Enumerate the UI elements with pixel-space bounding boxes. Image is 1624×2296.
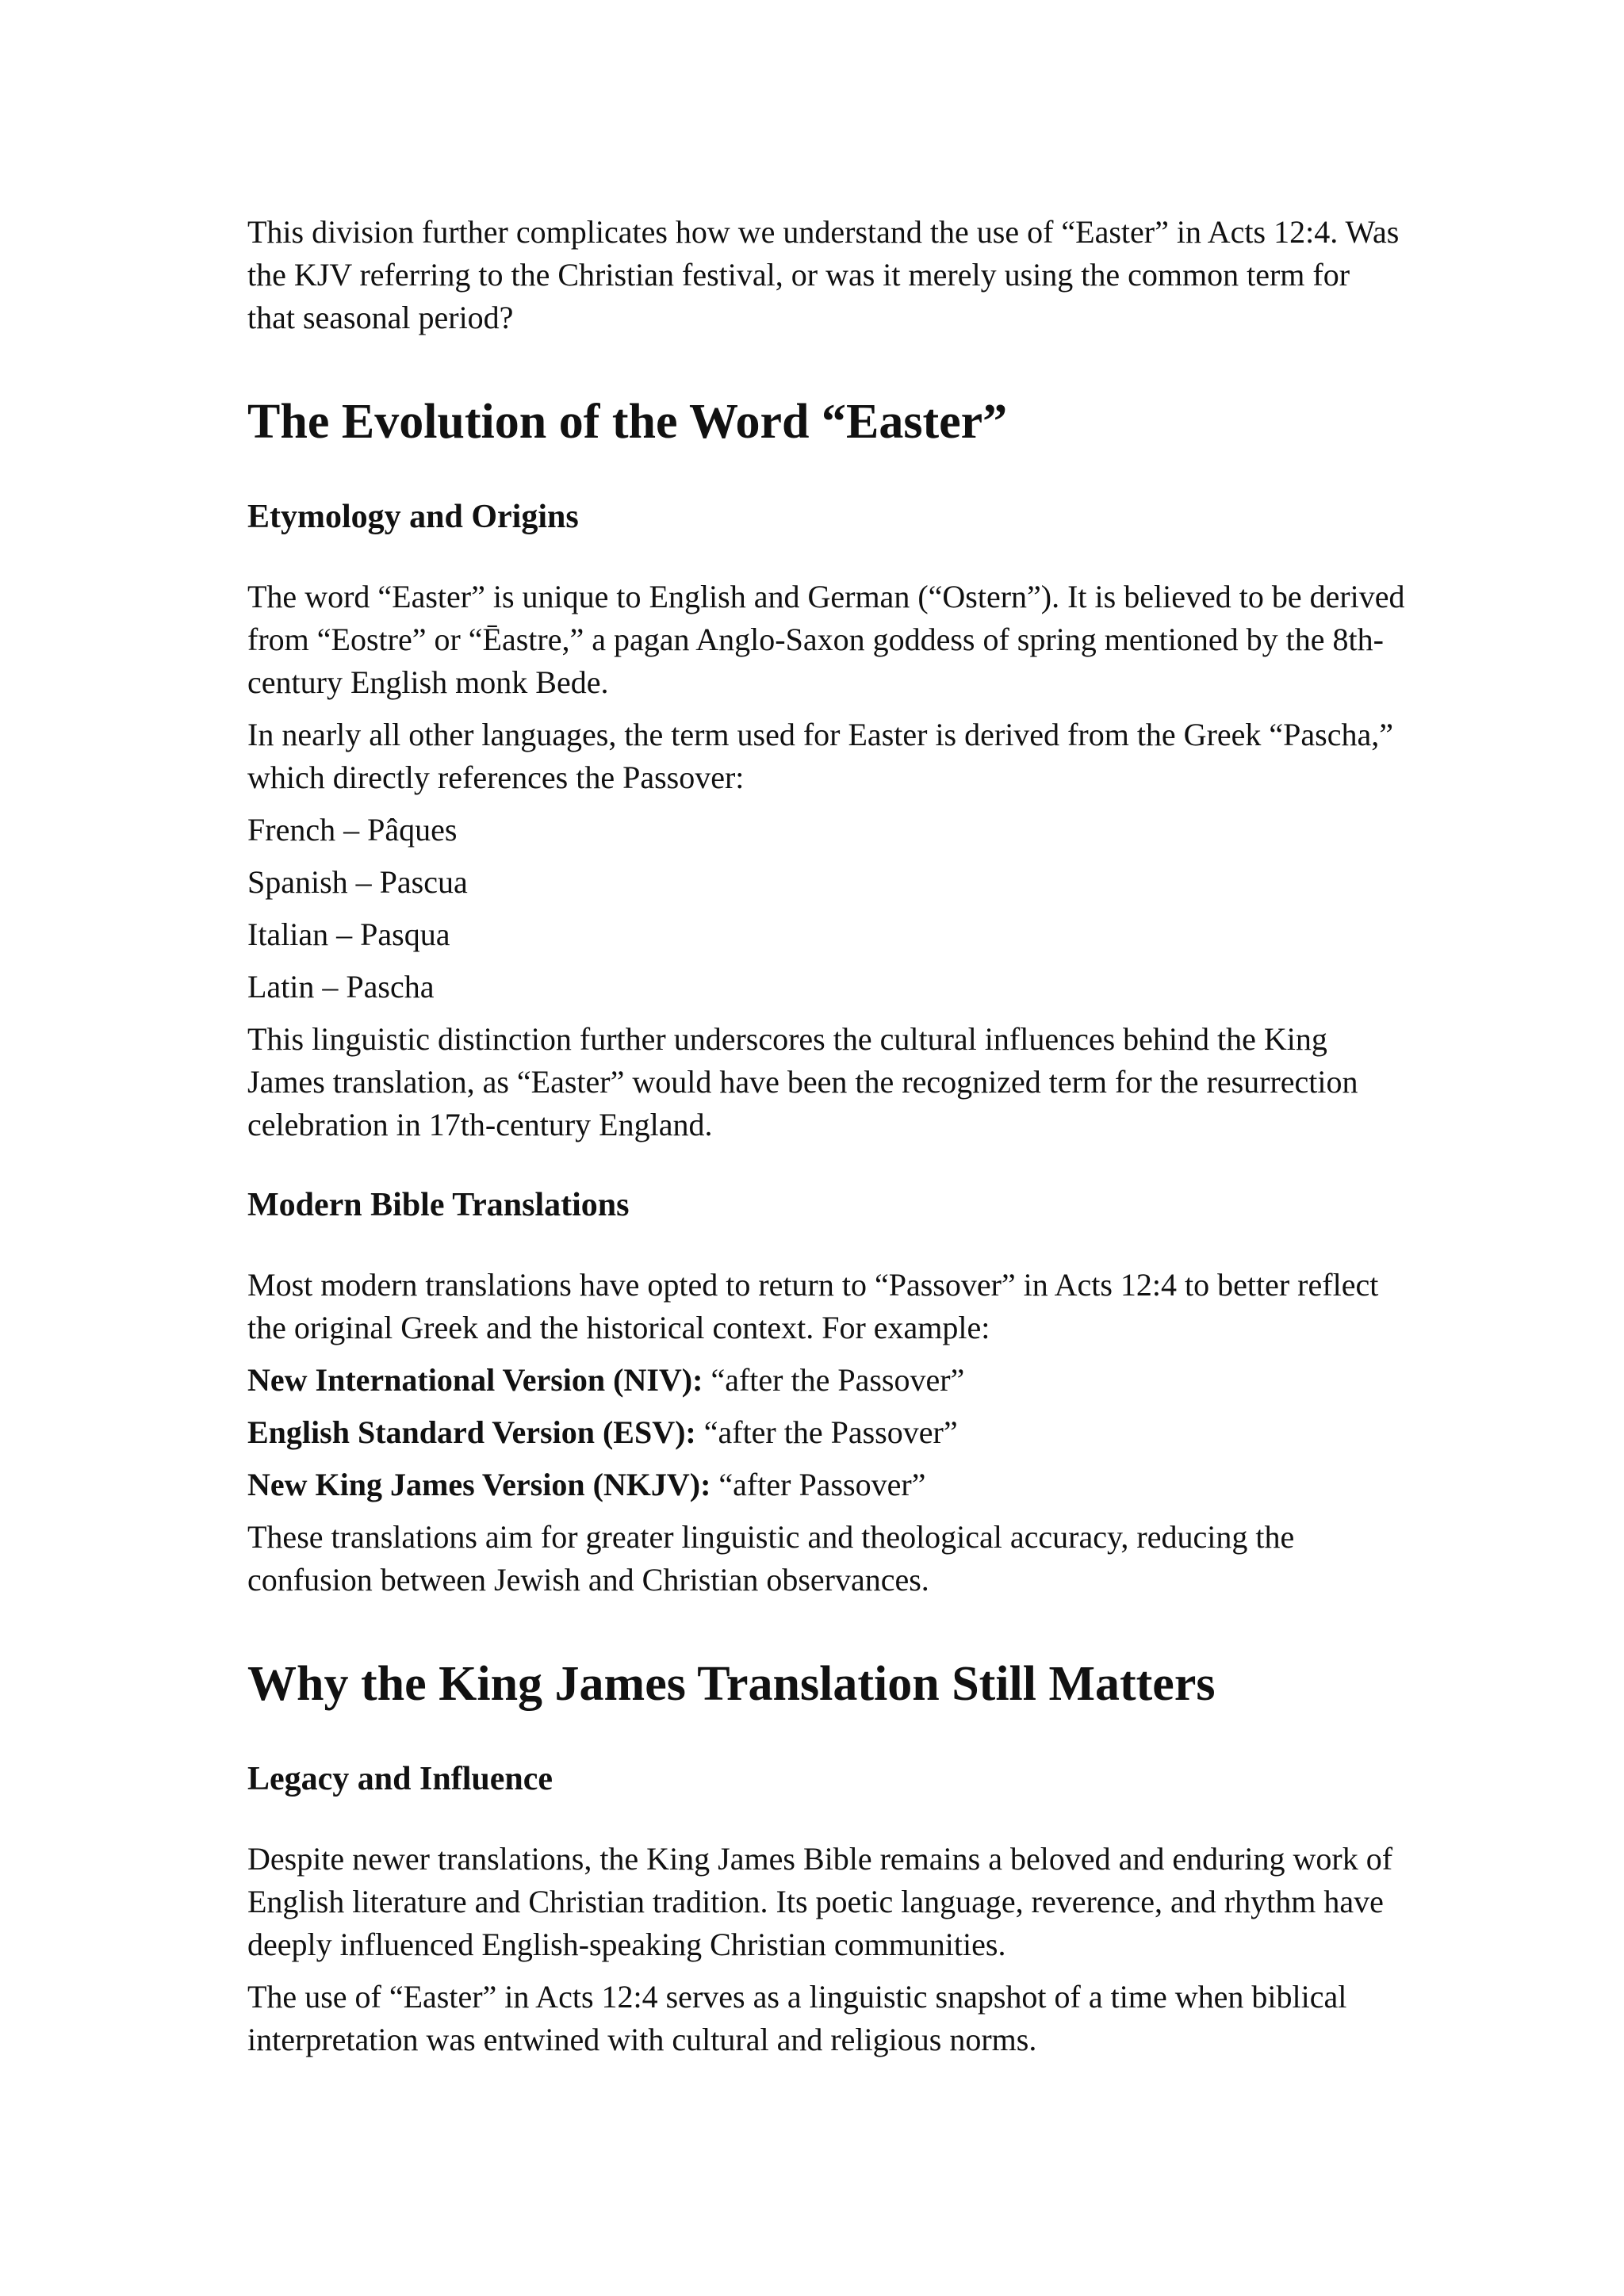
etymology-paragraph-1: The word “Easter” is unique to English and German (“Ostern”). It is believed to be derived from “Eostre” or “Ēastre,” a pagan Anglo-Saxon goddess of spring mentioned by the 8th-century English monk Bede.	[247, 579, 1405, 700]
legacy-paragraph-2: The use of “Easter” in Acts 12:4 serves as a linguistic snapshot of a time when biblical interpretation was entwined with cultural and religious norms.	[247, 1979, 1347, 2057]
language-item: French – Pâques	[247, 812, 458, 848]
version-item	[247, 1359, 1405, 1402]
language-item: Italian – Pasqua	[247, 916, 450, 952]
section-heading-evolution: The Evolution of the Word “Easter”	[247, 395, 1008, 449]
intro-paragraph: This division further complicates how we understand the use of “Easter” in Acts 12:4. Was the KJV referring to the Christian festival, or was it merely using the common term for that seasonal period?	[247, 214, 1400, 335]
language-item: Spanish – Pascua	[247, 864, 468, 900]
etymology-paragraph-3: This linguistic distinction further underscores the cultural influences behind the King James translation, as “Easter” would have been the recognized term for the resurrection celebration in 17th-century England.	[247, 1021, 1358, 1142]
section-heading-kjv-matters: Why the King James Translation Still Matters	[247, 1657, 1216, 1711]
legacy-paragraph-1: Despite newer translations, the King James Bible remains a beloved and enduring work of English literature and Christian tradition. Its poetic language, reverence, and rhythm have deeply influenced English-speaking Christian communities.	[247, 1841, 1393, 1962]
version-item	[247, 1464, 1405, 1506]
etymology-paragraph-2: In nearly all other languages, the term used for Easter is derived from the Greek “Pascha,” which directly references the Passover:	[247, 717, 1393, 795]
page-content	[247, 211, 1405, 2061]
version-quote: “after the Passover”	[703, 1362, 965, 1398]
version-name: New International Version (NIV):	[247, 1362, 703, 1398]
language-item: Latin – Pascha	[247, 969, 435, 1004]
version-name: English Standard Version (ESV):	[247, 1414, 696, 1450]
subheading-modern-translations: Modern Bible Translations	[247, 1187, 630, 1223]
modern-translations-paragraph-1: Most modern translations have opted to return to “Passover” in Acts 12:4 to better reflect the original Greek and the historical context. For example:	[247, 1267, 1379, 1345]
version-quote: “after Passover”	[710, 1467, 926, 1502]
modern-translations-paragraph-2: These translations aim for greater linguistic and theological accuracy, reducing the confusion between Jewish and Christian observances.	[247, 1519, 1295, 1598]
version-name: New King James Version (NKJV):	[247, 1467, 711, 1502]
version-quote: “after the Passover”	[695, 1414, 958, 1450]
subheading-legacy: Legacy and Influence	[247, 1761, 553, 1797]
subheading-etymology: Etymology and Origins	[247, 499, 579, 535]
version-item	[247, 1411, 1405, 1454]
